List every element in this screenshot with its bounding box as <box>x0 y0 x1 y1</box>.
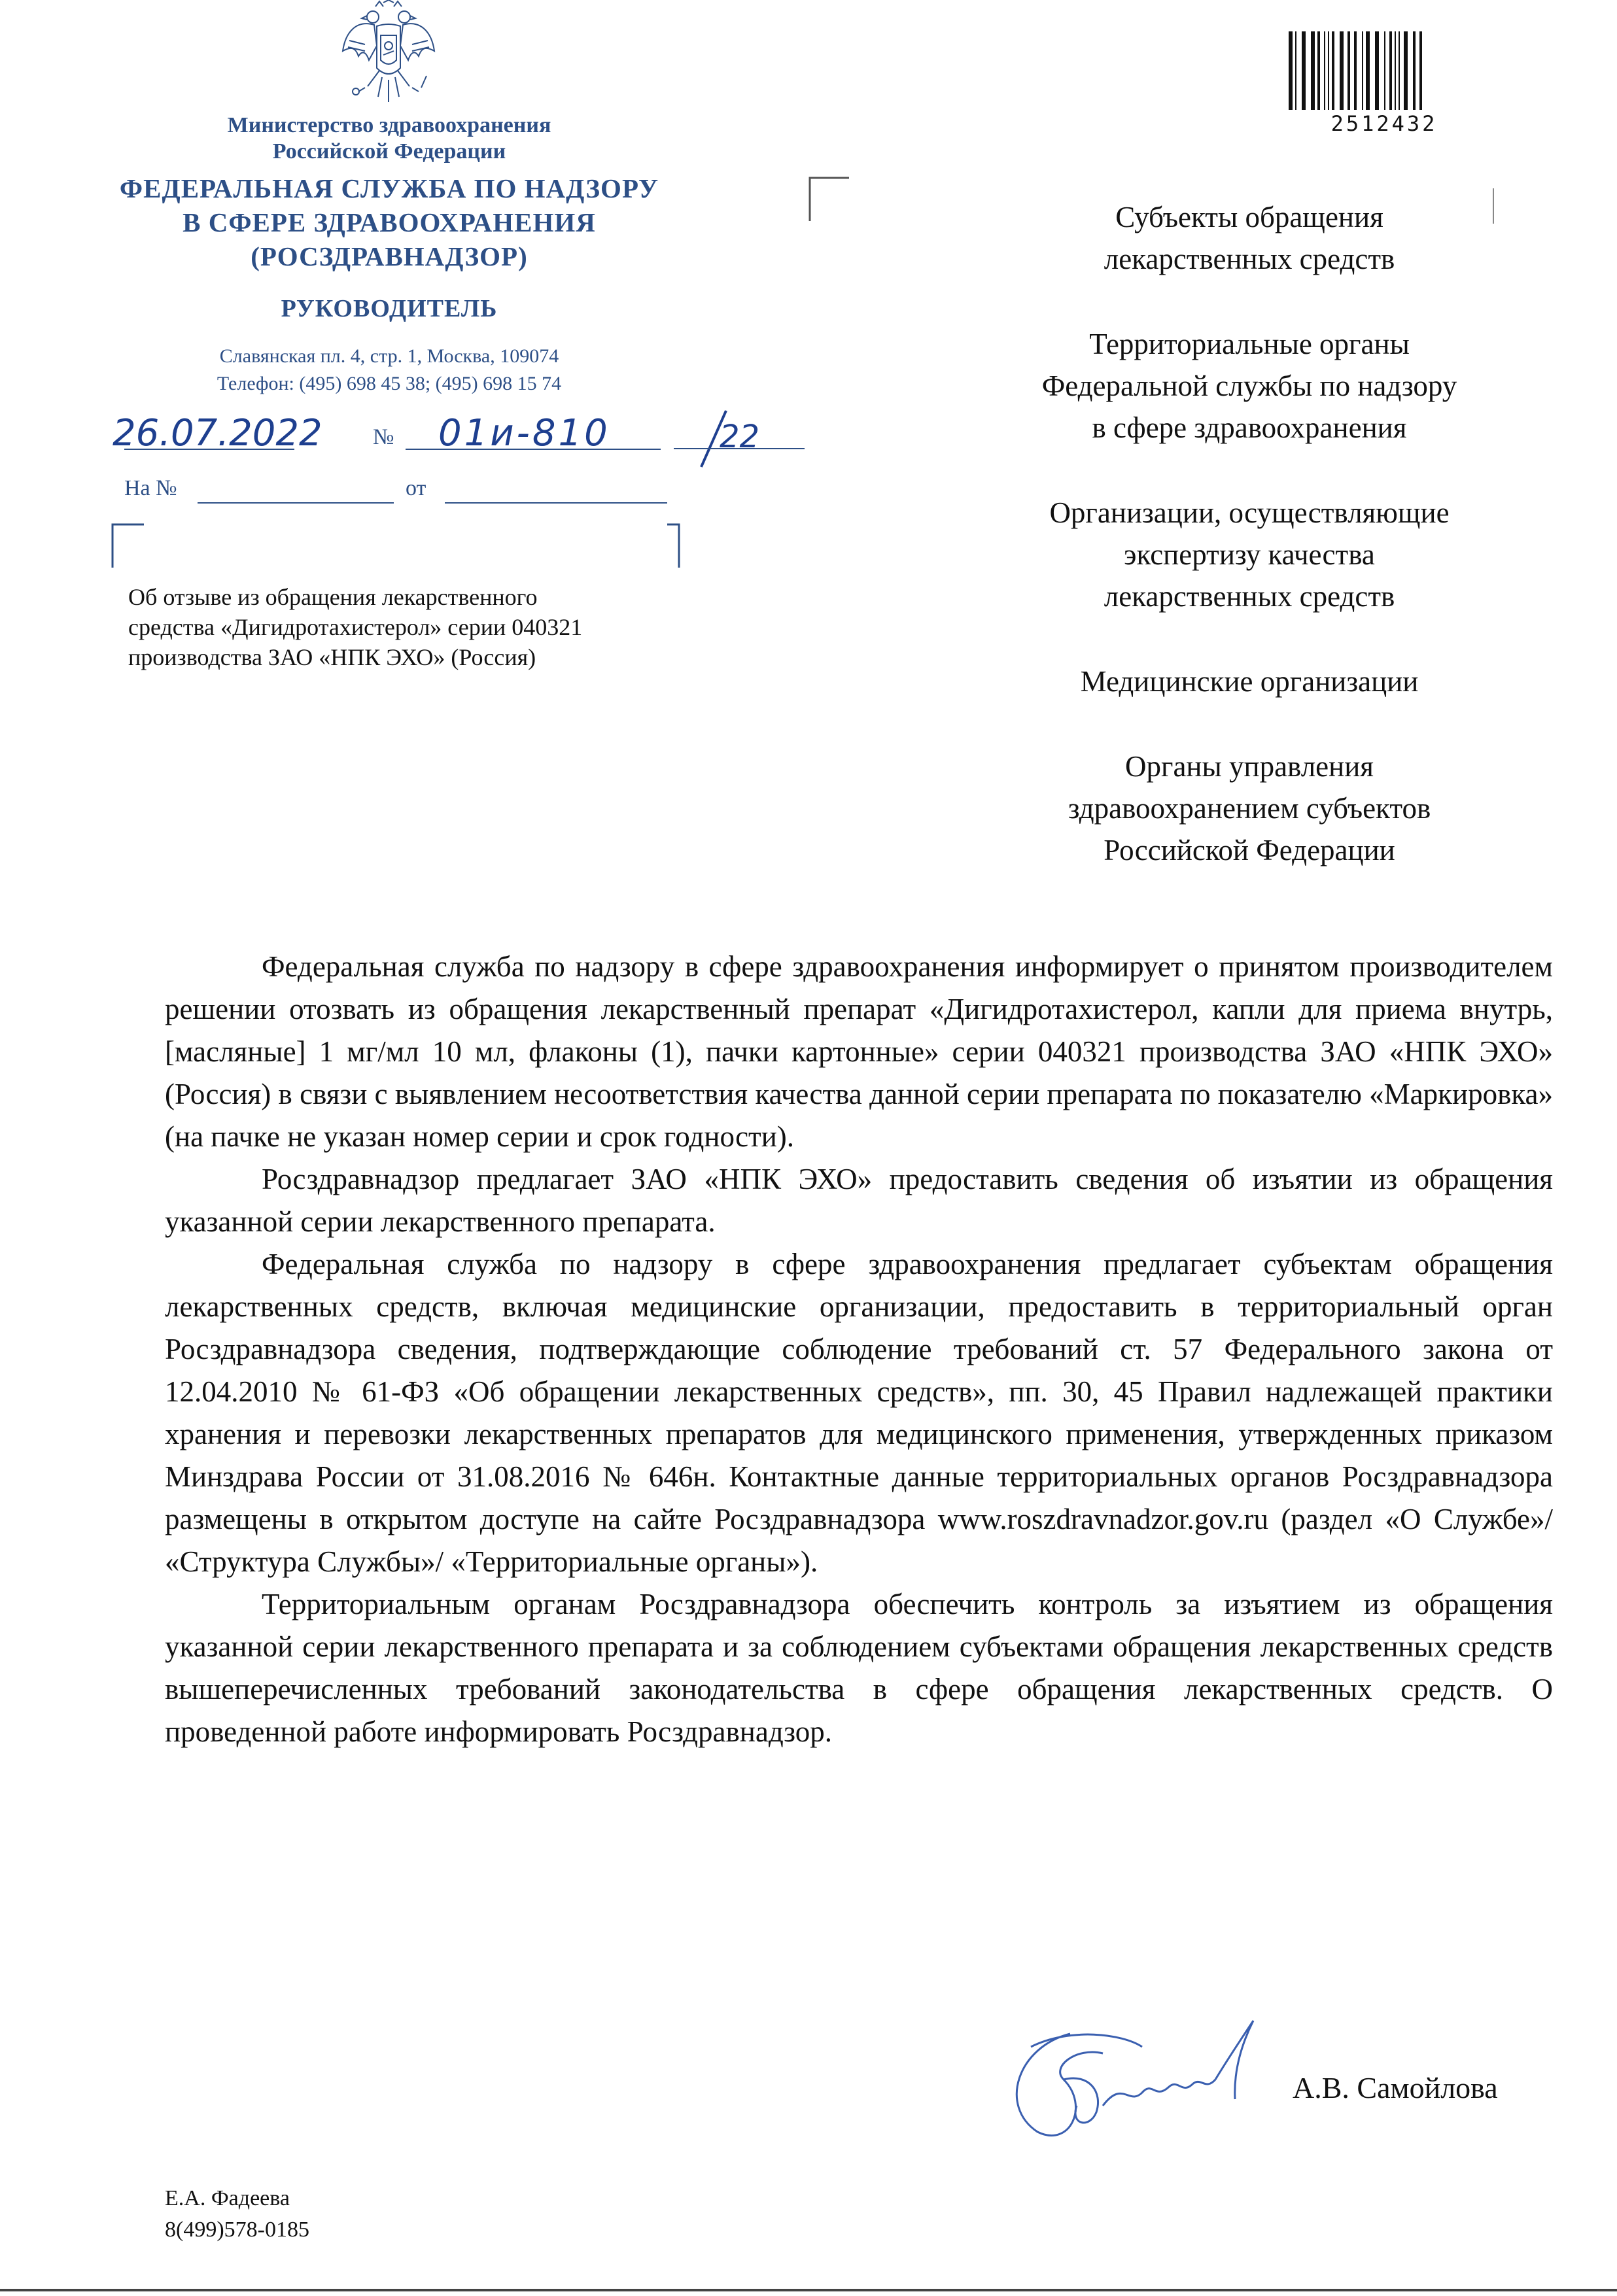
coat-of-arms-icon <box>336 0 441 108</box>
subject-line: средства «Дигидротахистерол» серии 040321 <box>128 614 583 640</box>
barcode-bar <box>1332 31 1334 110</box>
registration-line <box>98 409 818 468</box>
reply-to-label: На № <box>124 476 177 500</box>
recipient-line: лекарственных средств <box>1104 580 1395 613</box>
scan-edge-line <box>0 2289 1617 2291</box>
barcode-bar <box>1354 31 1357 110</box>
barcode-bar <box>1348 31 1350 110</box>
barcode-bar <box>1389 31 1392 110</box>
barcode-bar <box>1375 31 1379 110</box>
service-name <box>105 171 674 273</box>
recipient-group <box>935 745 1563 871</box>
from-label: от <box>406 476 426 500</box>
service-line: (РОСЗДРАВНАДЗОР) <box>251 241 528 271</box>
barcode-bars <box>1286 30 1482 111</box>
barcode-bar <box>1289 31 1293 110</box>
phone: Телефон: (495) 698 45 38; (495) 698 15 74 <box>217 373 562 394</box>
reply-reference-line <box>124 476 687 509</box>
address: Славянская пл. 4, стр. 1, Москва, 109074 <box>219 345 559 367</box>
barcode-bar <box>1362 31 1363 110</box>
barcode-bar <box>1366 31 1370 110</box>
recipient-line: экспертизу качества <box>1124 538 1375 571</box>
body-paragraph: Росздравнадзор предлагает ЗАО «НПК ЭХО» предоставить сведения об изъятии из обращения указанной серии лекарственного препарата. <box>165 1163 1553 1238</box>
reply-number-line <box>198 502 394 504</box>
barcode-bar <box>1404 31 1408 110</box>
recipient-group <box>935 196 1563 280</box>
recipient-group <box>935 492 1563 617</box>
recipient-line: Российской Федерации <box>1104 834 1395 866</box>
number-sign: № <box>373 425 394 449</box>
ministry-name <box>131 112 648 165</box>
registration-number-suffix: 22 <box>720 419 760 455</box>
subject-brackets <box>111 523 700 569</box>
barcode-bar <box>1302 31 1306 110</box>
barcode-number: 2512432 <box>1330 111 1438 136</box>
letter-subject <box>128 582 743 672</box>
body-paragraph: Федеральная служба по надзору в сфере здравоохранения предлагает субъектам обращения лекарственных средств, включая медицинские организации, предоставить в территориальный орган Росздравнадзора сведения, подтверждающие соблюдение требований ст. 57 Федерального закона от 12.04.2010 № 61-ФЗ «Об обращении лекарственных средств», пп. 30, 45 Правил надлежащей практики хранения и перевозки лекарственных препаратов для медицинского применения, утвержденных приказом Минздрава России от 31.08.2016 № 646н. Контактные данные территориальных органов Росздравнадзора размещены в открытом доступе на сайте Росздравнадзора www.roszdravnadzor.gov.ru (раздел «О Службе»/ «Структура Службы»/ «Территориальные органы»). <box>165 1248 1553 1578</box>
date-underline <box>124 449 294 450</box>
recipient-group <box>935 660 1563 702</box>
barcode-bar <box>1413 31 1416 110</box>
body-paragraph: Территориальным органам Росздравнадзора обеспечить контроль за изъятием из обращения указанной серии лекарственного препарата и за соблюдением субъектами обращения лекарственных средств вышеперечисленных требований законодательства в сфере обращения лекарственных средств. О проведенной работе информировать Росздравнадзор. <box>165 1588 1553 1748</box>
recipient-line: Органы управления <box>1125 750 1374 783</box>
barcode-bar <box>1384 31 1385 110</box>
barcode-bar <box>1419 31 1422 110</box>
recipient-line: Субъекты обращения <box>1115 201 1383 233</box>
letter-body <box>165 946 1553 1753</box>
address-bracket <box>808 177 861 222</box>
number-underline <box>406 449 661 450</box>
recipient-line: Территориальные органы <box>1089 328 1410 360</box>
subject-line: производства ЗАО «НПК ЭХО» (Россия) <box>128 644 536 670</box>
head-title: РУКОВОДИТЕЛЬ <box>281 295 498 322</box>
barcode-icon <box>1286 30 1482 111</box>
executor-phone: 8(499)578-0185 <box>165 2218 309 2242</box>
executor-block <box>165 2183 309 2246</box>
subject-line: Об отзыве из обращения лекарственного <box>128 584 538 610</box>
ministry-line: Российской Федерации <box>272 139 506 163</box>
barcode-bar <box>1295 31 1296 110</box>
recipient-group <box>935 323 1563 449</box>
body-paragraph: Федеральная служба по надзору в сфере здравоохранения информирует о принятом производителем решении отозвать из обращения лекарственный препарат «Дигидротахистерол, капли для приема внутрь, [масляные] 1 мг/мл 10 мл, флаконы (1), пачки картонные» серии 040321 производства ЗАО «НПК ЭХО» (Россия) в связи с выявлением несоответствия качества данной серии препарата по показателю «Маркировка» (на пачке не указан номер серии и срок годности). <box>165 950 1553 1153</box>
recipient-line: лекарственных средств <box>1104 243 1395 275</box>
double-headed-eagle-emblem <box>336 0 441 108</box>
recipient-line: в сфере здравоохранения <box>1092 411 1407 444</box>
barcode-bar <box>1311 31 1315 110</box>
barcode-bar <box>1328 31 1329 110</box>
recipient-line: Федеральной службы по надзору <box>1041 369 1457 402</box>
recipient-line: здравоохранением субъектов <box>1068 792 1431 825</box>
barcode-bar <box>1399 31 1400 110</box>
recipient-line: Медицинские организации <box>1080 665 1419 698</box>
barcode-bar <box>1340 31 1344 110</box>
address-block <box>131 343 648 398</box>
barcode-bar <box>1317 31 1320 110</box>
service-line: ФЕДЕРАЛЬНАЯ СЛУЖБА ПО НАДЗОРУ <box>119 173 659 203</box>
recipient-line: Организации, осуществляющие <box>1049 496 1450 529</box>
executor-name: Е.А. Фадеева <box>165 2186 290 2210</box>
registration-date: 26.07.2022 <box>113 412 322 454</box>
service-line: В СФЕРЕ ЗДРАВООХРАНЕНИЯ <box>183 207 596 237</box>
signature-stroke <box>992 2008 1306 2151</box>
ministry-line: Министерство здравоохранения <box>227 113 551 137</box>
margin-mark <box>1493 188 1494 224</box>
registration-number: 01и-810 <box>438 412 610 454</box>
reply-date-line <box>445 502 667 504</box>
handwritten-signature-icon <box>992 2008 1306 2151</box>
signatory-name: А.В. Самойлова <box>1293 2071 1498 2104</box>
barcode-bar <box>1395 31 1396 110</box>
barcode-bar <box>1324 31 1325 110</box>
recipients-list <box>935 196 1563 914</box>
